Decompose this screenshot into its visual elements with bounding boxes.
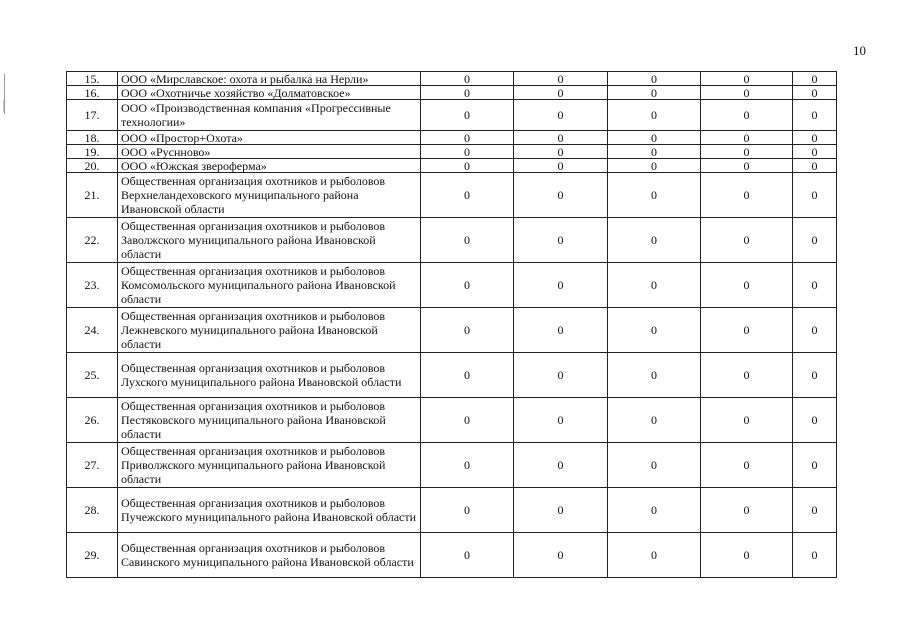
value-cell: 0 [514, 308, 608, 353]
organizations-table [66, 71, 837, 578]
organization-name: ООО «Охотничье хозяйство «Долматовское» [118, 86, 421, 100]
row-number: 21. [67, 173, 118, 218]
row-number: 20. [67, 159, 118, 173]
value-cell: 0 [514, 533, 608, 578]
table-row [67, 263, 837, 308]
value-cell: 0 [608, 353, 701, 398]
value-cell: 0 [701, 86, 793, 100]
value-cell: 0 [514, 145, 608, 159]
value-cell: 0 [421, 488, 514, 533]
value-cell: 0 [701, 72, 793, 86]
value-cell: 0 [514, 72, 608, 86]
value-cell: 0 [701, 218, 793, 263]
organization-name: Общественная организация охотников и рыболовов Лухского муниципального района Ивановской области [118, 353, 421, 398]
value-cell: 0 [701, 353, 793, 398]
table-row [67, 398, 837, 443]
value-cell: 0 [514, 488, 608, 533]
row-number: 22. [67, 218, 118, 263]
row-number: 15. [67, 72, 118, 86]
value-cell: 0 [421, 145, 514, 159]
organization-name: ООО «Производственная компания «Прогрессивные технологии» [118, 100, 421, 131]
value-cell: 0 [793, 100, 837, 131]
row-number: 18. [67, 131, 118, 145]
value-cell: 0 [514, 263, 608, 308]
row-number: 16. [67, 86, 118, 100]
organization-name: ООО «Мирславское: охота и рыбалка на Нерли» [118, 72, 421, 86]
table-row [67, 488, 837, 533]
value-cell: 0 [793, 145, 837, 159]
row-number: 19. [67, 145, 118, 159]
value-cell: 0 [701, 398, 793, 443]
value-cell: 0 [608, 533, 701, 578]
table-row [67, 131, 837, 145]
value-cell: 0 [793, 443, 837, 488]
row-number: 23. [67, 263, 118, 308]
scan-margin-mark [4, 74, 5, 114]
value-cell: 0 [608, 488, 701, 533]
row-number: 29. [67, 533, 118, 578]
table-row [67, 353, 837, 398]
value-cell: 0 [514, 218, 608, 263]
value-cell: 0 [421, 72, 514, 86]
value-cell: 0 [421, 218, 514, 263]
value-cell: 0 [608, 263, 701, 308]
value-cell: 0 [421, 443, 514, 488]
value-cell: 0 [421, 263, 514, 308]
row-number: 25. [67, 353, 118, 398]
row-number: 17. [67, 100, 118, 131]
value-cell: 0 [701, 145, 793, 159]
value-cell: 0 [514, 131, 608, 145]
value-cell: 0 [514, 159, 608, 173]
value-cell: 0 [793, 353, 837, 398]
value-cell: 0 [701, 488, 793, 533]
value-cell: 0 [421, 131, 514, 145]
organization-name: ООО «Руснново» [118, 145, 421, 159]
value-cell: 0 [701, 159, 793, 173]
value-cell: 0 [421, 100, 514, 131]
value-cell: 0 [514, 443, 608, 488]
organization-name: Общественная организация охотников и рыболовов Лежневского муниципального района Ивановской области [118, 308, 421, 353]
page-number: 10 [853, 43, 866, 58]
value-cell: 0 [793, 159, 837, 173]
value-cell: 0 [793, 533, 837, 578]
table-row [67, 308, 837, 353]
table-row [67, 159, 837, 173]
value-cell: 0 [793, 263, 837, 308]
table-row [67, 145, 837, 159]
value-cell: 0 [793, 398, 837, 443]
value-cell: 0 [514, 173, 608, 218]
row-number: 24. [67, 308, 118, 353]
value-cell: 0 [421, 308, 514, 353]
value-cell: 0 [608, 86, 701, 100]
table-row [67, 100, 837, 131]
table-body [67, 72, 837, 578]
organization-name: Общественная организация охотников и рыболовов Заволжского муниципального района Ивановской области [118, 218, 421, 263]
value-cell: 0 [793, 488, 837, 533]
value-cell: 0 [514, 353, 608, 398]
table-row [67, 218, 837, 263]
table-row [67, 173, 837, 218]
row-number: 27. [67, 443, 118, 488]
value-cell: 0 [701, 100, 793, 131]
organization-name: Общественная организация охотников и рыболовов Пучежского муниципального района Ивановской области [118, 488, 421, 533]
value-cell: 0 [608, 145, 701, 159]
table-row [67, 86, 837, 100]
organization-name: Общественная организация охотников и рыболовов Пестяковского муниципального района Ивановской области [118, 398, 421, 443]
organization-name: Общественная организация охотников и рыболовов Верхнеландеховского муниципального района Ивановской области [118, 173, 421, 218]
value-cell: 0 [793, 308, 837, 353]
value-cell: 0 [701, 263, 793, 308]
table-row [67, 443, 837, 488]
value-cell: 0 [421, 533, 514, 578]
value-cell: 0 [514, 398, 608, 443]
value-cell: 0 [701, 131, 793, 145]
value-cell: 0 [701, 173, 793, 218]
row-number: 26. [67, 398, 118, 443]
value-cell: 0 [421, 86, 514, 100]
scan-margin-mark [3, 100, 4, 112]
row-number: 28. [67, 488, 118, 533]
value-cell: 0 [514, 100, 608, 131]
table-row [67, 533, 837, 578]
organization-name: ООО «Южская звероферма» [118, 159, 421, 173]
organization-name: Общественная организация охотников и рыболовов Комсомольского муниципального района Ивановской области [118, 263, 421, 308]
value-cell: 0 [421, 353, 514, 398]
value-cell: 0 [608, 131, 701, 145]
value-cell: 0 [608, 100, 701, 131]
value-cell: 0 [793, 218, 837, 263]
value-cell: 0 [608, 218, 701, 263]
value-cell: 0 [793, 72, 837, 86]
value-cell: 0 [608, 173, 701, 218]
value-cell: 0 [421, 398, 514, 443]
organization-name: Общественная организация охотников и рыболовов Савинского муниципального района Ивановской области [118, 533, 421, 578]
organization-name: ООО «Простор+Охота» [118, 131, 421, 145]
value-cell: 0 [608, 398, 701, 443]
value-cell: 0 [514, 86, 608, 100]
organization-name: Общественная организация охотников и рыболовов Приволжского муниципального района Ивановской области [118, 443, 421, 488]
value-cell: 0 [701, 443, 793, 488]
value-cell: 0 [701, 533, 793, 578]
value-cell: 0 [608, 308, 701, 353]
value-cell: 0 [421, 159, 514, 173]
table-row [67, 72, 837, 86]
value-cell: 0 [701, 308, 793, 353]
value-cell: 0 [793, 173, 837, 218]
value-cell: 0 [608, 443, 701, 488]
value-cell: 0 [793, 86, 837, 100]
value-cell: 0 [608, 159, 701, 173]
value-cell: 0 [793, 131, 837, 145]
value-cell: 0 [421, 173, 514, 218]
value-cell: 0 [608, 72, 701, 86]
